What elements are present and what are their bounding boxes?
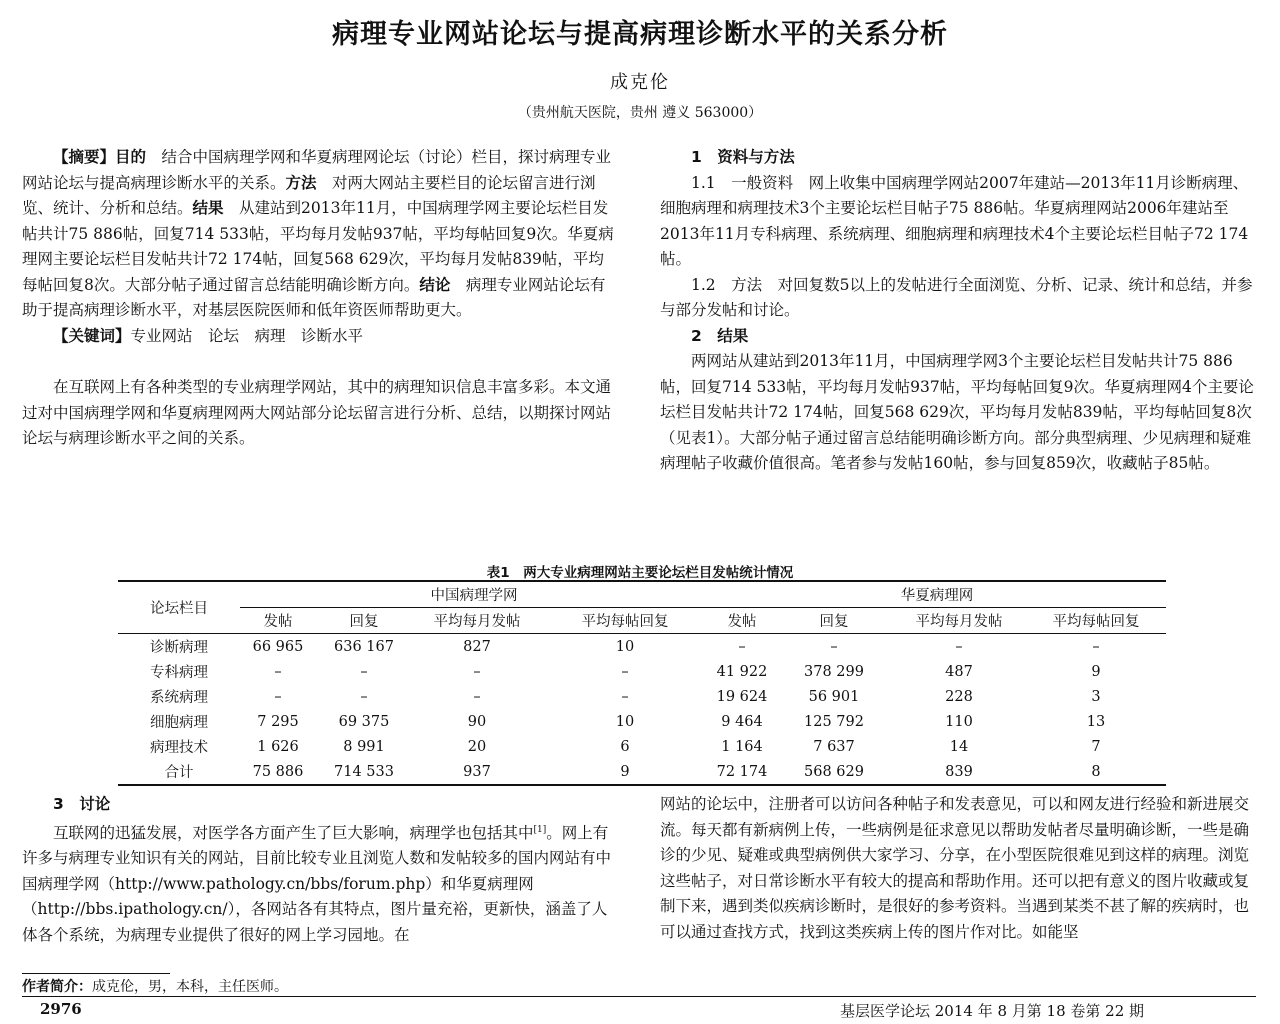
table-cell: 9 — [542, 759, 708, 785]
table-caption: 表1 两大专业病理网站主要论坛栏目发帖统计情况 — [486, 565, 794, 581]
table-cell: 7 295 — [257, 713, 299, 730]
table-cell: 19 624 — [716, 688, 768, 705]
table-row — [118, 709, 1166, 734]
footnote-text: 成克伦，男，本科，主任医师。 — [92, 979, 288, 995]
table-cell: 487 — [945, 663, 973, 680]
table-row — [118, 734, 1166, 759]
table-cell: 110 — [945, 713, 973, 730]
section3-heading: 3 讨论 — [53, 795, 111, 813]
table-cell: 125 792 — [804, 713, 864, 730]
group-header-zgbl: 中国病理学网 — [240, 581, 708, 608]
table-cell: 14 — [949, 738, 969, 755]
table-cell: 75 886 — [240, 759, 316, 785]
table-cell: – — [955, 638, 963, 655]
table-cell: 6 — [620, 738, 630, 755]
subheader: 平均每月发帖 — [412, 608, 542, 634]
table-cell: – — [738, 638, 746, 655]
table-cell: 714 533 — [316, 759, 412, 785]
author-footnote — [22, 976, 288, 996]
methods-label: 方法 — [285, 173, 317, 192]
table-cell: 1 626 — [257, 738, 299, 755]
abstract — [22, 145, 616, 324]
table-cell: 56 901 — [808, 688, 860, 705]
table-cell: 合计 — [118, 759, 240, 785]
keywords — [22, 324, 616, 350]
section3-text-b: 。网上有许多与病理专业知识有关的网站，目前比较专业且浏览人数和发帖较多的国内网站有中国病理学网（http://www.pathology.cn/bbs/forum.php）和华夏病理网（http://bbs.ipathology.cn/），各网站各有其特点，图片量充裕，更新快，涵盖了人体各个系统，为病理专业提供了很好的网上学习园地。在 — [22, 823, 612, 944]
table-row — [118, 634, 1166, 660]
table-cell: 90 — [467, 713, 487, 730]
subheader: 发帖 — [708, 608, 776, 634]
table-cell: 228 — [945, 688, 973, 705]
paper-title: 病理专业网站论坛与提高病理诊断水平的关系分析 — [332, 19, 948, 50]
section1-1-text: 网上收集中国病理学网站2007年建站—2013年11月诊断病理、细胞病理和病理技术3个主要论坛栏目帖子75 886帖。华夏病理网站2006年建站至2013年11月专科病理、系统病理、细胞病理和病理技术4个主要论坛栏目帖子72 174帖。 — [660, 173, 1249, 268]
section1-1 — [660, 171, 1256, 273]
section3-text-a: 互联网的迅猛发展，对医学各方面产生了巨大影响，病理学也包括其中 — [53, 823, 534, 842]
table-cell: 378 299 — [804, 663, 864, 680]
table-cell: – — [473, 688, 481, 705]
results-label: 结果 — [192, 199, 224, 217]
group-header-hxbl: 华夏病理网 — [708, 581, 1166, 608]
table-cell: – — [360, 688, 368, 705]
table-cell: – — [830, 638, 838, 655]
abstract-label: 【摘要】 — [53, 148, 116, 166]
table-cell: – — [1092, 638, 1100, 655]
table-cell: 9 — [1091, 663, 1101, 680]
footer-divider — [22, 996, 1256, 997]
subheader: 回复 — [316, 608, 412, 634]
stats-table — [118, 580, 1166, 786]
table-cell: – — [274, 663, 282, 680]
table-cell: 839 — [892, 759, 1026, 785]
affiliation: （贵州航天医院，贵州 遵义 563000） — [517, 105, 763, 121]
section3-continued: 网站的论坛中，注册者可以访问各种帖子和发表意见，可以和网友进行经验和新进展交流。每天都有新病例上传，一些病例是征求意见以帮助发帖者尽量明确诊断，一些是确诊的少见、疑难或典型病例供大家学习、分享，在小型医院很难见到这样的病理。浏览这些帖子，对日常诊断水平有较大的提高和帮助作用。还可以把有意义的图片收藏或复制下来，遇到类似疾病诊断时，是很好的参考资料。当遇到某类不甚了解的疾病时，也可以通过查找方式，找到这类疾病上传的图片作对比。如能坚 — [660, 795, 1250, 941]
page-number: 2976 — [40, 1000, 82, 1018]
table-cell: 细胞病理 — [150, 715, 208, 731]
table-cell: 9 464 — [721, 713, 763, 730]
table-cell: 10 — [615, 638, 635, 655]
discussion-left-column — [22, 792, 616, 948]
objective-text: 结合中国病理学网和华夏病理网论坛（讨论）栏目，探讨病理专业网站论坛与提高病理诊断水平的关系。 — [22, 148, 612, 192]
table-cell: 1 164 — [721, 738, 763, 755]
conclusion-label: 结论 — [419, 275, 451, 294]
section2-heading: 2 结果 — [691, 326, 749, 345]
table-cell: 20 — [467, 738, 487, 755]
author-name: 成克伦 — [610, 72, 670, 93]
table-row-total — [118, 759, 1166, 785]
table-cell: – — [274, 688, 282, 705]
subheader: 平均每帖回复 — [542, 608, 708, 634]
table-cell: 41 922 — [716, 663, 768, 680]
table-cell: 636 167 — [334, 638, 394, 655]
table-cell: 69 375 — [338, 713, 390, 730]
footnote-label: 作者简介： — [22, 979, 92, 995]
methods-text: 对两大网站主要栏目的论坛留言进行浏览、统计、分析和总结。 — [22, 173, 596, 217]
results-text: 从建站到2013年11月，中国病理学网主要论坛栏目发帖共计75 886帖，回复714 533帖，平均每月发帖937帖，平均每帖回复9次。华夏病理网主要论坛栏目发帖共计72 174帖，回复568 629次，平均每月发帖839帖，平均每帖回复8次。大部分帖子通过留言总结能明确诊断方向。 — [22, 199, 614, 294]
objective-label: 目的 — [115, 148, 147, 166]
table-cell: – — [621, 663, 629, 680]
table-cell: 13 — [1086, 713, 1106, 730]
section2-text: 两网站从建站到2013年11月，中国病理学网3个主要论坛栏目发帖共计75 886帖，回复714 533帖，平均每月发帖937帖，平均每帖回复9次。华夏病理网4个主要论坛栏目发帖共计72 174帖，回复568 629次，平均每月发帖839帖，平均每帖回复8次（见表1）。大部分帖子通过留言总结能明确诊断方向。部分典型病理、少见病理和疑难病理帖子收藏价值很高。笔者参与发帖160帖，参与回复859次，收藏帖子85帖。 — [660, 352, 1254, 472]
section3-paragraph — [22, 818, 616, 949]
table-row — [118, 659, 1166, 684]
table-cell: 病理技术 — [150, 740, 208, 756]
subheader: 平均每帖回复 — [1026, 608, 1166, 634]
table-cell: 8 991 — [343, 738, 385, 755]
table-cell: 937 — [412, 759, 542, 785]
table-cell: 专科病理 — [150, 665, 208, 681]
intro-paragraph: 在互联网上有各种类型的专业病理学网站，其中的病理知识信息丰富多彩。本文通过对中国病理学网和华夏病理网两大网站部分论坛留言进行分析、总结，以期探讨网站论坛与病理诊断水平之间的关系。 — [22, 378, 612, 447]
discussion-right-column — [660, 792, 1256, 945]
keywords-text: 专业网站 论坛 病理 诊断水平 — [130, 326, 364, 345]
abstract-column — [22, 145, 616, 452]
section1-2 — [660, 273, 1256, 324]
section1-2-label: 1.2 方法 — [691, 275, 763, 294]
table-cell: 568 629 — [776, 759, 892, 785]
table-cell: 10 — [615, 713, 635, 730]
subheader: 回复 — [776, 608, 892, 634]
table-row — [118, 684, 1166, 709]
table-cell: 72 174 — [708, 759, 776, 785]
table-cell: 66 965 — [252, 638, 304, 655]
keywords-label: 【关键词】 — [53, 326, 131, 345]
table-cell: – — [360, 663, 368, 680]
table-cell: 8 — [1026, 759, 1166, 785]
methods-results-column — [660, 145, 1256, 477]
conclusion-text: 病理专业网站论坛有助于提高病理诊断水平，对基层医院医师和低年资医师帮助更大。 — [22, 275, 606, 319]
section1-2-text: 对回复数5以上的发帖进行全面浏览、分析、记录、统计和总结，并参与部分发帖和讨论。 — [660, 275, 1253, 319]
table-cell: 7 — [1091, 738, 1101, 755]
table-cell: 7 637 — [813, 738, 855, 755]
section1-1-label: 1.1 一般资料 — [691, 173, 794, 192]
table-cell: – — [621, 688, 629, 705]
subheader: 平均每月发帖 — [892, 608, 1026, 634]
footnote-divider — [22, 973, 170, 974]
table-cell: 诊断病理 — [150, 640, 208, 656]
table-cell: 3 — [1091, 688, 1101, 705]
citation-ref: [1] — [533, 824, 547, 835]
journal-citation: 基层医学论坛 2014 年 8 月第 18 卷第 22 期 — [840, 1002, 1145, 1020]
table-cell: – — [473, 663, 481, 680]
table-cell: 827 — [463, 638, 491, 655]
table-cell: 系统病理 — [150, 690, 208, 706]
subheader: 发帖 — [240, 608, 316, 634]
section1-heading: 1 资料与方法 — [691, 148, 795, 166]
row-header: 论坛栏目 — [118, 581, 240, 634]
